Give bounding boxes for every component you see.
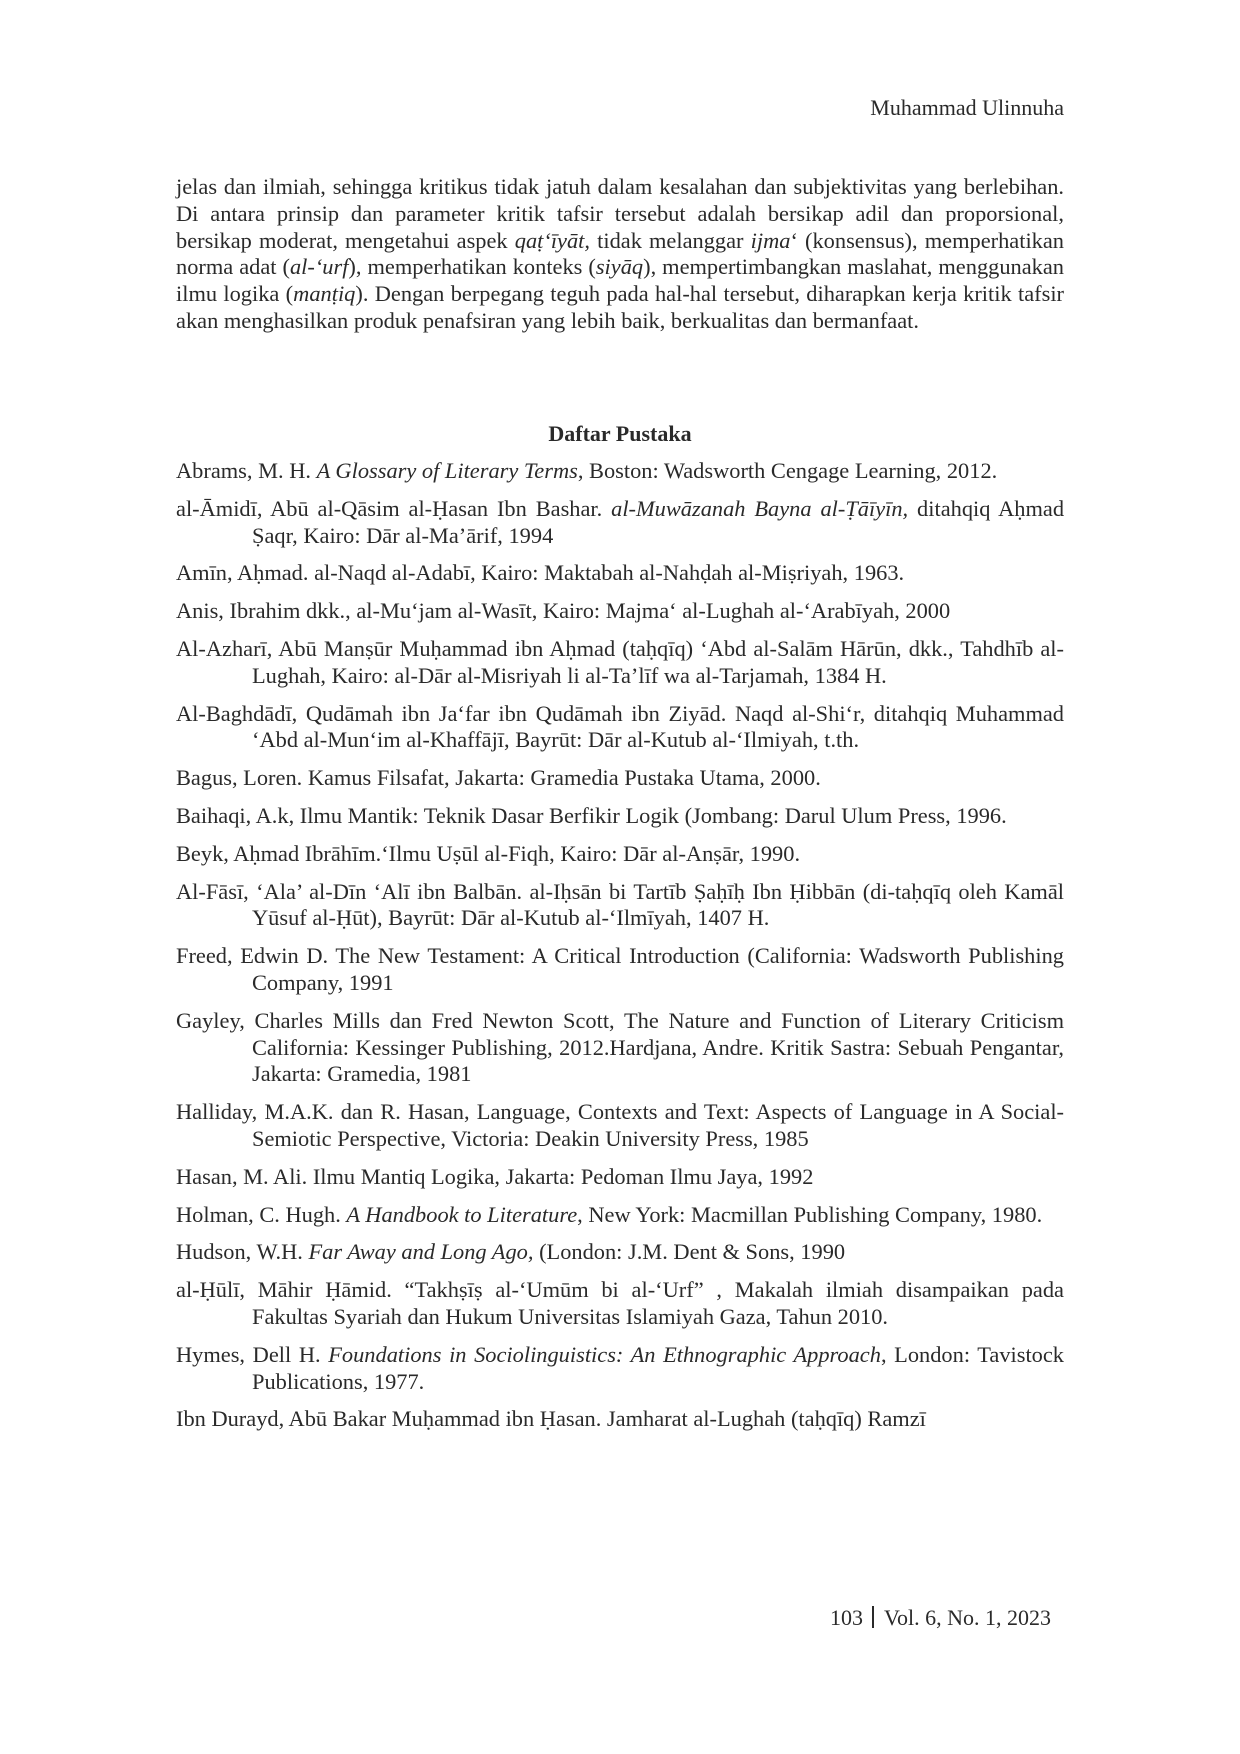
reference-text: (London: J.M. Dent & Sons, 1990: [533, 1239, 846, 1265]
running-head-author: Muhammad Ulinnuha: [870, 95, 1064, 120]
reference-text: Baihaqi, A.k, Ilmu Mantik: Teknik Dasar Berfikir Logik (Jombang: Darul Ulum Press, 1996.: [176, 802, 1007, 828]
footer-separator: [872, 1606, 874, 1628]
reference-entry: [176, 1164, 1064, 1191]
reference-text: Freed, Edwin D. The New Testament: A Critical Introduction (California: Wadsworth Publishing Company, 1991: [176, 943, 1064, 995]
intro-term-mantiq: manṭiq: [293, 281, 356, 307]
intro-text-2: tidak melanggar: [590, 227, 751, 253]
reference-entry: [176, 1202, 1064, 1229]
section-title-daftar-pustaka: Daftar Pustaka: [548, 421, 692, 446]
reference-text: Hymes, Dell H.: [176, 1341, 329, 1367]
reference-text: , Boston: Wadsworth Cengage Learning, 2012.: [577, 458, 998, 483]
intro-text-5: ), mempertimbangkan maslahat, menggunakan ilmu logika (: [176, 254, 1064, 307]
reference-text: ditahqiq Aḥmad Ṣaqr, Kairo: Dār al-Ma’ārif, 1994: [252, 495, 1065, 548]
reference-entry: [176, 1406, 1064, 1433]
intro-paragraph: [176, 174, 1064, 335]
reference-text: Ibn Durayd, Abū Bakar Muḥammad ibn Ḥasan. Jamharat al-Lughah (taḥqīq) Ramzī: [176, 1406, 926, 1432]
reference-entry: [176, 560, 1064, 587]
reference-entry: [176, 458, 1064, 485]
reference-text: Bagus, Loren. Kamus Filsafat, Jakarta: Gramedia Pustaka Utama, 2000.: [176, 765, 821, 791]
reference-title: A Handbook to Literature: [346, 1201, 578, 1227]
page-number: 103: [829, 1605, 863, 1630]
reference-list: [176, 458, 1064, 1444]
reference-text: al-Ḥūlī, Māhir Ḥāmid. “Takhṣīṣ al-‘Umūm bi al-‘Urf” , Makalah ilmiah disampaikan pada Fakultas Syariah dan Hukum Universitas Islamiyah Gaza, Tahun 2010.: [176, 1277, 1064, 1329]
reference-entry: [176, 803, 1064, 830]
intro-text-6: ). Dengan berpegang teguh pada hal-hal tersebut, diharapkan kerja kritik tafsir akan menghasilkan produk penafsiran yang lebih baik, berkualitas dan bermanfaat.: [176, 281, 1065, 333]
reference-entry: [176, 765, 1064, 792]
reference-text: Beyk, Aḥmad Ibrāhīm.‘Ilmu Uṣūl al-Fiqh, Kairo: Dār al-Anṣār, 1990.: [176, 840, 801, 866]
reference-text: Hasan, M. Ali. Ilmu Mantiq Logika, Jakarta: Pedoman Ilmu Jaya, 1992: [176, 1163, 814, 1189]
page-footer: [830, 1604, 1051, 1632]
intro-text-4: ), memperhatikan konteks (: [348, 254, 596, 280]
intro-text-3: ‘ (konsensus), memperhatikan norma adat (: [176, 227, 1064, 280]
reference-entry: [176, 598, 1064, 625]
intro-term-urf: al-‘urf: [289, 254, 349, 280]
reference-text: Halliday, M.A.K. dan R. Hasan, Language, Contexts and Text: Aspects of Language in A Social-Semiotic Perspective, Victoria: Deakin University Press, 1985: [176, 1099, 1064, 1151]
reference-text: Anis, Ibrahim dkk., al-Mu‘jam al-Wasīt, Kairo: Majma‘ al-Lughah al-‘Arabīyah, 2000: [176, 598, 951, 624]
reference-text: Amīn, Aḥmad. al-Naqd al-Adabī, Kairo: Maktabah al-Nahḍah al-Miṣriyah, 1963.: [176, 560, 905, 586]
volume-info: Vol. 6, No. 1, 2023: [883, 1605, 1051, 1630]
reference-entry: [176, 1008, 1064, 1088]
reference-title: Foundations in Sociolinguistics: An Ethnographic Approach: [328, 1341, 881, 1367]
reference-text: Gayley, Charles Mills dan Fred Newton Scott, The Nature and Function of Literary Criticism California: Kessinger Publishing, 2012.Hardjana, Andre. Kritik Sastra: Sebuah Pengantar, Jakarta: Gramedia, 1981: [176, 1007, 1064, 1087]
reference-title: A Glossary of Literary Terms: [316, 458, 578, 483]
reference-text: Abrams, M. H.: [176, 458, 317, 483]
reference-entry: [176, 636, 1064, 690]
intro-term-siyaq: siyāq: [595, 254, 644, 280]
reference-entry: [176, 701, 1064, 755]
reference-text: Holman, C. Hugh.: [176, 1201, 347, 1227]
reference-text: Hudson, W.H.: [176, 1239, 309, 1265]
reference-entry: [176, 841, 1064, 868]
reference-entry: [176, 879, 1064, 933]
reference-text: , London: Tavistock Publications, 1977.: [252, 1341, 1064, 1394]
intro-text-1: jelas dan ilmiah, sehingga kritikus tidak jatuh dalam kesalahan dan subjektivitas yang berlebihan. Di antara prinsip dan parameter kritik tafsir tersebut adalah bersikap adil dan proporsional, bersikap moderat, mengetahui aspek: [176, 174, 1064, 253]
intro-term-ijma: ijma: [750, 227, 791, 253]
reference-entry: [176, 943, 1064, 997]
reference-text: Al-Baghdādī, Qudāmah ibn Ja‘far ibn Qudāmah ibn Ziyād. Naqd al-Shi‘r, ditahqiq Muhammad ‘Abd al-Mun‘im al-Khaffājī, Bayrūt: Dār al-Kutub al-‘Ilmiyah, t.th.: [176, 700, 1064, 753]
reference-title: Far Away and Long Ago,: [308, 1239, 534, 1265]
reference-text: Al-Fāsī, ‘Ala’ al-Dīn ‘Alī ibn Balbān. al-Iḥsān bi Tartīb Ṣaḥīḥ Ibn Ḥibbān (di-taḥqīq oleh Kamāl Yūsuf al-Ḥūt), Bayrūt: Dār al-Kutub al-‘Ilmīyah, 1407 H.: [176, 878, 1064, 931]
reference-text: , New York: Macmillan Publishing Company, 1980.: [577, 1201, 1043, 1227]
intro-term-qatiyat: qaṭ‘īyāt,: [514, 227, 590, 253]
reference-entry: [176, 1239, 1064, 1266]
reference-text: Al-Azharī, Abū Manṣūr Muḥammad ibn Aḥmad (taḥqīq) ‘Abd al-Salām Hārūn, dkk., Tahdhīb al-Lughah, Kairo: al-Dār al-Misriyah li al-Ta’līf wa al-Tarjamah, 1384 H.: [176, 635, 1064, 688]
reference-text: al-Āmidī, Abū al-Qāsim al-Ḥasan Ibn Bashar.: [176, 495, 612, 521]
reference-entry: [176, 496, 1064, 550]
reference-entry: [176, 1099, 1064, 1153]
reference-entry: [176, 1277, 1064, 1331]
reference-entry: [176, 1342, 1064, 1396]
reference-title: al-Muwāzanah Bayna al-Ṭāīyīn,: [611, 495, 909, 521]
